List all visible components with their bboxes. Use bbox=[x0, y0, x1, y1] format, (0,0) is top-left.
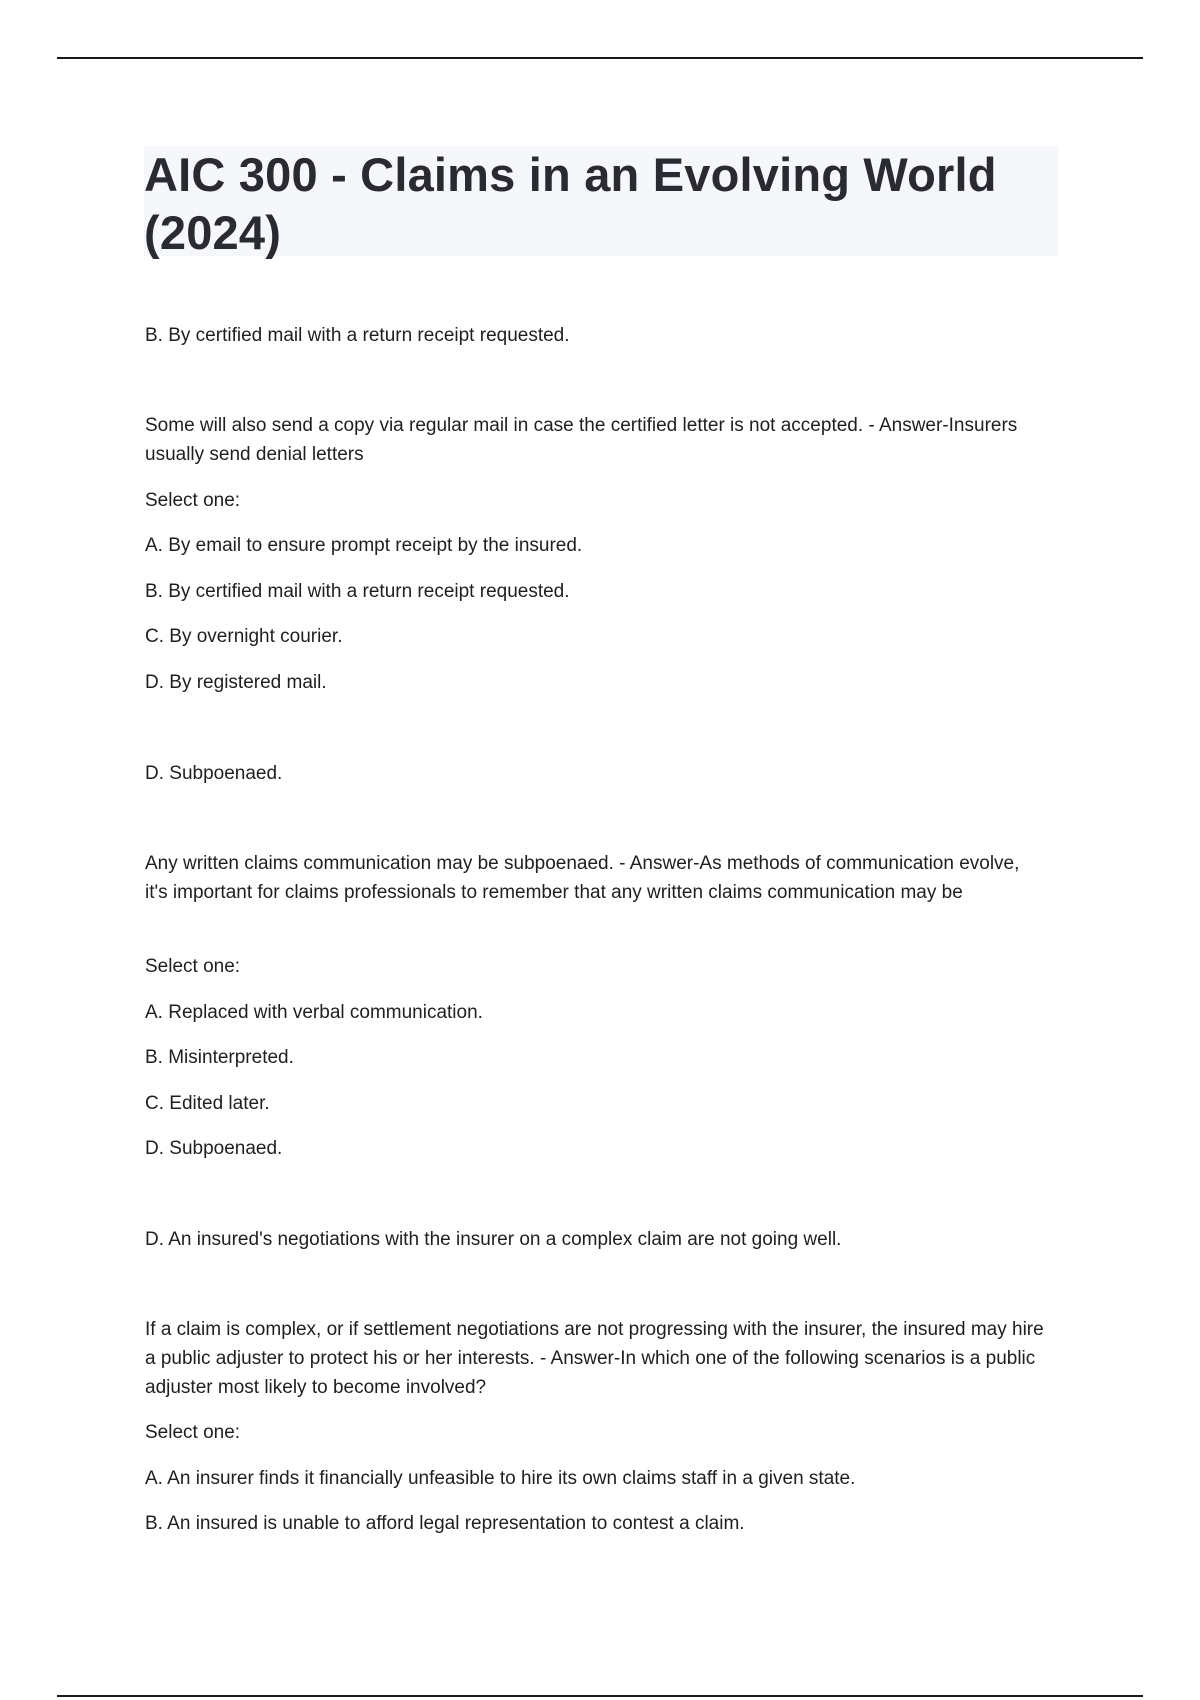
q2-answer: D. Subpoenaed. bbox=[145, 763, 283, 784]
q3-select-label: Select one: bbox=[145, 1422, 241, 1443]
q3-option-b: B. An insured is unable to afford legal representation to contest a claim. bbox=[145, 1513, 745, 1534]
q3-explanation: If a claim is complex, or if settlement negotiations are not progressing with the insurer, the insured may hire a public adjuster to protect his or her interests. - Answer-In which one of the following scenarios is a public adjuster most likely to become involved? bbox=[145, 1319, 1044, 1398]
q1-option-b: B. By certified mail with a return receipt requested. bbox=[145, 581, 570, 602]
document-title: AIC 300 - Claims in an Evolving World (2024) bbox=[144, 148, 997, 259]
q2-option-c: C. Edited later. bbox=[145, 1093, 270, 1114]
q3-answer: D. An insured's negotiations with the insurer on a complex claim are not going well. bbox=[145, 1229, 842, 1250]
q1-select-label: Select one: bbox=[145, 490, 241, 511]
q2-explanation: Any written claims communication may be subpoenaed. - Answer-As methods of communication evolve, it's important for claims professionals to remember that any written claims communication may be bbox=[145, 853, 1020, 903]
q2-option-b: B. Misinterpreted. bbox=[145, 1047, 294, 1068]
q1-answer: B. By certified mail with a return receipt requested. bbox=[145, 325, 570, 346]
bottom-rule bbox=[57, 1695, 1143, 1697]
q3-option-a: A. An insurer finds it financially unfeasible to hire its own claims staff in a given state. bbox=[145, 1468, 856, 1489]
q1-option-a: A. By email to ensure prompt receipt by the insured. bbox=[145, 535, 583, 556]
q2-option-d: D. Subpoenaed. bbox=[145, 1138, 283, 1159]
title-banner bbox=[144, 146, 1058, 259]
top-rule bbox=[57, 57, 1143, 59]
q1-option-c: C. By overnight courier. bbox=[145, 626, 343, 647]
q2-option-a: A. Replaced with verbal communication. bbox=[145, 1002, 483, 1023]
q1-option-d: D. By registered mail. bbox=[145, 672, 327, 693]
q1-explanation: Some will also send a copy via regular mail in case the certified letter is not accepted. - Answer-Insurers usually send denial letters bbox=[145, 415, 1018, 465]
q2-select-label: Select one: bbox=[145, 956, 241, 977]
